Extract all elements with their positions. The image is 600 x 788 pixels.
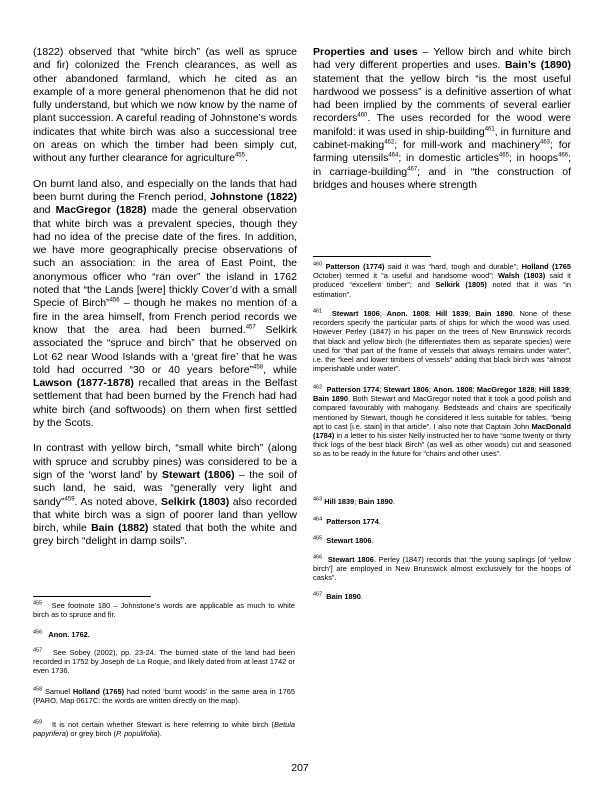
footnote-458: $^{458}$ Samuel Holland (1765) had noted ‘burnt woods’ in the same area in 1765 (PARO, Map 0617C: the words are written directly on the map). [33,686,295,706]
footnote-461: $^{461}$ Stewart 1806; Anon. 1808; Hill 1839; Bain 1890. None of these recorders specify the particular parts of ships for which the wood was used. However Perley (1847) in his paper on the trees of New Brunswick records that black and yellow birch (he differentiates them as separate species) were used for “that part of the frame of vessels that always remains under water”, i.e. the “keel and lower timbers of vessels” adding that black birch was “almost imperishable under water”. [313,308,572,374]
footnote-ref-465[interactable]: 465 [498,152,509,159]
footnote-ref-461[interactable]: 461 [484,126,495,133]
footnote-462: $^{462}$ Patterson 1774; Stewart 1806; Anon. 1808; MacGregor 1828; Hill 1839; Bain 1890. Both Stewart and MacGregor noted that it took a good polish and compared favourably with mahogany. Bedsteads and chairs are specifically mentioned by Stewart, though he considered it less suitable for tables, “being apt to cast [i.e. stain] in that article”. I also note that Captain John MacDonald (1784) in a letter to his sister Nelly instructed her to have “some twenty or thirty thick logs of the best black Birch” (as well as other woods) cut and seasoned so as to be ready in the future for “chairs and other uses”. [313,384,572,459]
footnote-466: $^{466}$ Stewart 1806. Perley (1847) records that “the young saplings [of ‘yellow birch’] are employed in New Brunswick almost exclusively for the hoops of casks”. [313,554,571,583]
footnote-ref-459[interactable]: 459 [64,496,75,502]
footnote-465: $^{465}$ Stewart 1806. [313,535,374,545]
footnote-463: $^{463}$ Hill 1839; Bain 1890. [313,496,395,506]
footnote-459: $^{459}$ It is not certain whether Stewart is here referring to white birch (Betula papyrifera) or grey birch (P. populifolia). [33,719,295,739]
footnote-467: $^{467}$ Bain 1890. [313,591,363,601]
footnote-ref-462[interactable]: 462 [384,139,395,146]
footnote-ref-456[interactable]: 456 [109,297,120,304]
footnote-456: $^{456}$ Anon. 1762. [33,629,90,639]
left-column [33,46,297,561]
left-paragraph-3: In contrast with yellow birch, “small white birch” (along with spruce and scrubby pines) was considered to be a sign of the ‘worst land’ by Stewart (1806) – the soil of such land, he said, was “generally very light and sandy”$^{459}$. As noted above, Selkirk (1803) also recorded that white birch was a sign of poorer land than yellow birch, while Bain (1882) stated that both the white and grey birch “delight in damp soils”. [33,442,298,548]
footnote-460: $^{460}$ Patterson (1774) said it was “hard, tough and durable”; Holland (1765 October) termed it “a useful and handsome wood”; Walsh (1803) said it produced “excellent timber”; and Selkirk (1805) noted that it was “in estimation”. [313,261,571,299]
footnote-455: $^{455}$ See footnote 180 – Johnstone’s words are applicable as much to white birch as to spruce and fir. [33,600,295,620]
footnote-ref-457[interactable]: 457 [245,324,256,331]
footnote-ref-466[interactable]: 466 [558,152,569,159]
footnote-464: $^{464}$ Patterson 1774. [313,516,381,526]
footnote-ref-460[interactable]: 460 [357,112,368,119]
footnote-ref-463[interactable]: 463 [540,139,551,146]
left-paragraph-1: (1822) observed that “white birch” (as well as spruce and fir) colonized the French clearances, as well as other abandoned farmland, which he cited as an example of a more general phenomenon that he did not fully understand, but which we now know by the name of plant succession. A careful reading of Johnstone’s words indicates that white birch was also a successional tree on areas on which the timber had been simply cut, without any further clearance for agriculture$^{455}$. [33,46,297,165]
footnote-457: $^{457}$ See Sobey (2002), pp. 23-24. The burned state of the land had been recorded in 1752 by Joseph de La Roque, and likely dated from at least 1742 or even 1736. [33,647,295,676]
left-footnote-rule [33,596,151,597]
footnote-ref-455[interactable]: 455 [234,152,245,159]
section-heading-properties-and-uses: Properties and uses [313,46,418,58]
right-column [313,46,571,204]
footnote-ref-458[interactable]: 458 [253,364,264,371]
right-paragraph-1: Properties and uses – Yellow birch and white birch had very different properties and uses. Bain’s (1890) statement that the yellow birch “is the most useful hardwood we possess” is a definitive assertion of what had been implied by the comments of several earlier recorders$^{460}$. The uses recorded for the wood were manifold: it was used in ship-building$^{461}$, in furniture and cabinet-making$^{462}$; for mill-work and machinery$^{463}$; for farming utensils$^{464}$; in domestic articles$^{465}$; in hoops$^{466}$; in carriage-building$^{467}$; and in “the construction of bridges and houses where strength [313,46,572,191]
footnote-ref-464[interactable]: 464 [388,152,399,159]
left-paragraph-2: On burnt land also, and especially on the lands that had been burnt during the French period, Johnstone (1822) and MacGregor (1828) made the general observation that white birch was a prevalent species, though they had no idea of the precise date of the fires. In addition, we have more geographically precise observations of such an association: in the area of East Point, the anonymous officer who “ran over” the island in 1762 noted that “the Lands [were] thickly Cover’d with a small Specie of Birch”$^{456}$ – though he makes no mention of a fire in the area himself, from French period records we know that the area had been burned.$^{457}$ Selkirk associated the “spruce and birch” that he observed on Lot 62 near Wood Islands with a ‘great fire’ that he was told had occurred “30 or 40 years before”$^{458}$, while Lawson (1877-1878) recalled that areas in the Belfast settlement that had been burned by the French had had white birch (and softwoods) on them when first settled by the Scots. [33,177,298,430]
right-footnote-rule [313,256,431,257]
footnote-ref-467[interactable]: 467 [407,166,418,173]
page-number: 207 [291,762,309,774]
